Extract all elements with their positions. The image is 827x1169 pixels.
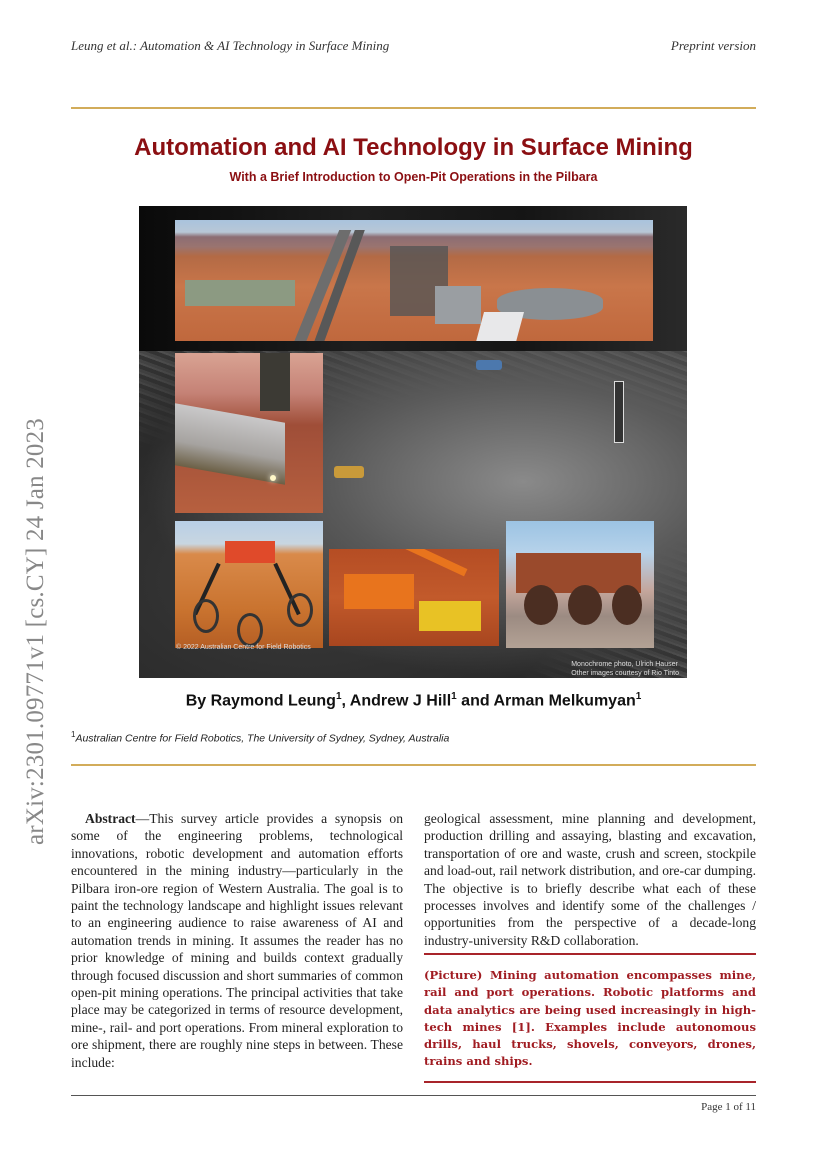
header-divider: [71, 107, 756, 109]
abstract-left-column: [71, 810, 403, 1071]
excavator-photo: [329, 549, 499, 646]
acfr-credit: © 2022 Australian Centre for Field Robotics: [176, 644, 311, 651]
abstract-text-left: —This survey article provides a synopsis on some of the engineering problems, technological innovations, robotic development and automation efforts encountered in the mining industry—particularly in the Pilbara iron-ore region of Western Australia. The goal is to paint the technology landscape and highlight issues relevant to an engineering audience to raise awareness of AI and automation trends in mining. It assumes the reader has no prior knowledge of mining and builds context gradually through focused discussion and short summaries of common open-pit mining operations. The principal activities that take place may be categorized in terms of resource development, mine-, rail- and port operations. From mineral exploration to ore shipment, there are roughly nine steps in between. These include:: [71, 811, 403, 1070]
abstract-text-right: geological assessment, mine planning and development, production drilling and assaying, blasting and excavation, transportation of ore and waste, crush and screen, stockpile and load-out, rail network distribution, and ore-car dumping. The objective is to briefly describe what each of these processes involves and identify some of the challenges / opportunities from the perspective of a decade-long industry-university R&D collaboration.: [424, 811, 756, 948]
orange-drone-icon: [334, 466, 364, 478]
affiliation: [71, 730, 449, 745]
affil-mark: 1: [451, 691, 457, 702]
page-number: Page 1 of 11: [701, 1101, 756, 1113]
abstract-divider: [71, 764, 756, 766]
separator: and: [456, 692, 494, 710]
author-2: Andrew J Hill: [349, 692, 452, 710]
photo-credit-line1: Monochrome photo, Ulrich Hauser: [571, 661, 678, 668]
photo-credit-line2: Other images courtesy of Rio Tinto: [571, 670, 679, 677]
author-line: [0, 691, 827, 710]
affil-mark: 1: [335, 691, 342, 702]
caption-bottom-rule: [424, 1081, 756, 1083]
cover-figure: [139, 206, 687, 678]
haul-truck-photo: [506, 521, 654, 648]
version-label: Preprint version: [670, 38, 756, 53]
by-label: By: [185, 692, 207, 710]
separator: ,: [341, 692, 350, 710]
arxiv-stamp: arXiv:2301.09771v1 [cs.CY] 24 Jan 2023: [22, 418, 49, 845]
abstract-right-column: [424, 810, 756, 949]
processing-plant-photo: [175, 220, 653, 341]
drill-rig-icon: [614, 381, 624, 443]
ore-train-photo: [175, 353, 323, 513]
field-robot-photo: [175, 521, 323, 648]
paper-title: Automation and AI Technology in Surface Mining: [134, 134, 693, 161]
blue-drone-icon: [476, 360, 502, 370]
affiliation-text: Australian Centre for Field Robotics, The University of Sydney, Sydney, Australia: [75, 732, 450, 745]
affil-mark: 1: [71, 730, 76, 739]
running-title: Leung et al.: Automation & AI Technology in Surface Mining: [71, 38, 390, 53]
caption-top-rule: [424, 953, 756, 955]
author-1: Raymond Leung: [210, 692, 336, 710]
author-3: Arman Melkumyan: [493, 692, 636, 710]
figure-caption-box: [424, 953, 756, 1083]
footer-divider: [71, 1095, 756, 1096]
photo-credit: [571, 660, 679, 678]
abstract-label: Abstract: [85, 811, 136, 826]
affil-mark: 1: [635, 691, 642, 702]
figure-caption: (Picture) Mining automation encompasses mine, rail and port operations. Robotic platforms and data analytics are being used increasingly in high-tech mines [1]. Examples include autonomous drills, haul trucks, shovels, conveyors, drones, trains and ships.: [424, 968, 756, 1069]
paper-subtitle: With a Brief Introduction to Open-Pit Operations in the Pilbara: [229, 170, 598, 184]
